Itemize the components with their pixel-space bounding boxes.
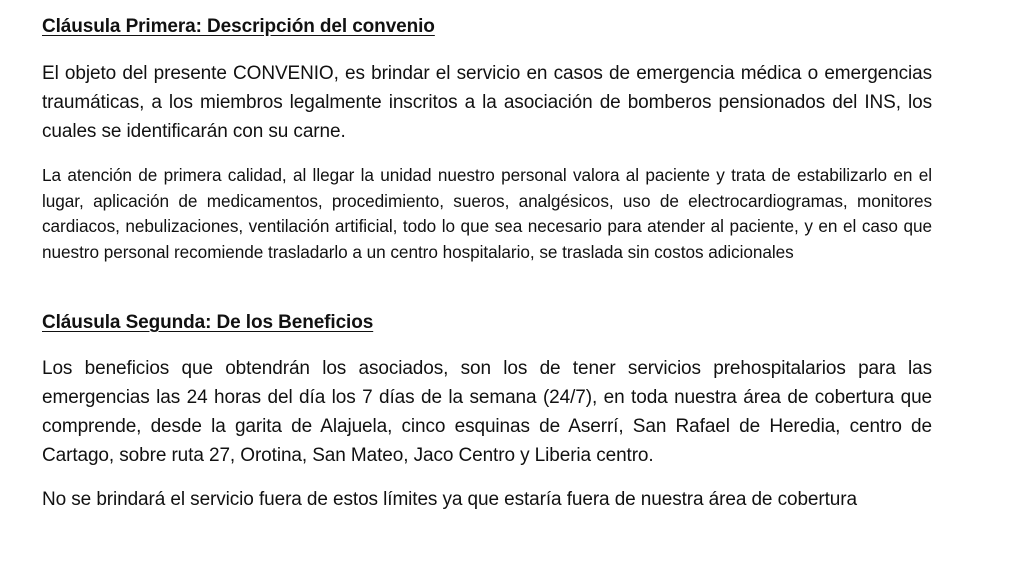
clause-one-paragraph-attention: La atención de primera calidad, al llegar la unidad nuestro personal valora al paciente y trata de estabilizarlo en el lugar, aplicación de medicamentos, procedimiento, sueros, analgésicos, uso de electrocardiogramas, monitores cardiacos, nebulizaciones, ventilación artificial, todo lo que sea necesario para atender al paciente, y en el caso que nuestro personal recomiende trasladarlo a un centro hospitalario, se traslada sin costos adicionales [42,165,932,262]
clause-one-paragraph-object: El objeto del presente CONVENIO, es brindar el servicio en casos de emergencia médica o emergencias traumáticas, a los miembros legalmente inscritos a la asociación de bomberos pensionados del INS, los cuales se identificarán con su carne. [42,63,932,142]
clause-one-heading: Cláusula Primera: Descripción del convenio [42,16,435,37]
clause-two-paragraph-limits: No se brindará el servicio fuera de estos límites ya que estaría fuera de nuestra área de cobertura [42,489,857,510]
clause-two-heading: Cláusula Segunda: De los Beneficios [42,312,374,333]
clause-two-paragraph-benefits: Los beneficios que obtendrán los asociados, son los de tener servicios prehospitalarios para las emergencias las 24 horas del día los 7 días de la semana (24/7), en toda nuestra área de cobertura que comprende, desde la garita de Alajuela, cinco esquinas de Aserrí, San Rafael de Heredia, centro de Cartago, sobre ruta 27, Orotina, San Mateo, Jaco Centro y Liberia centro. [42,358,932,466]
